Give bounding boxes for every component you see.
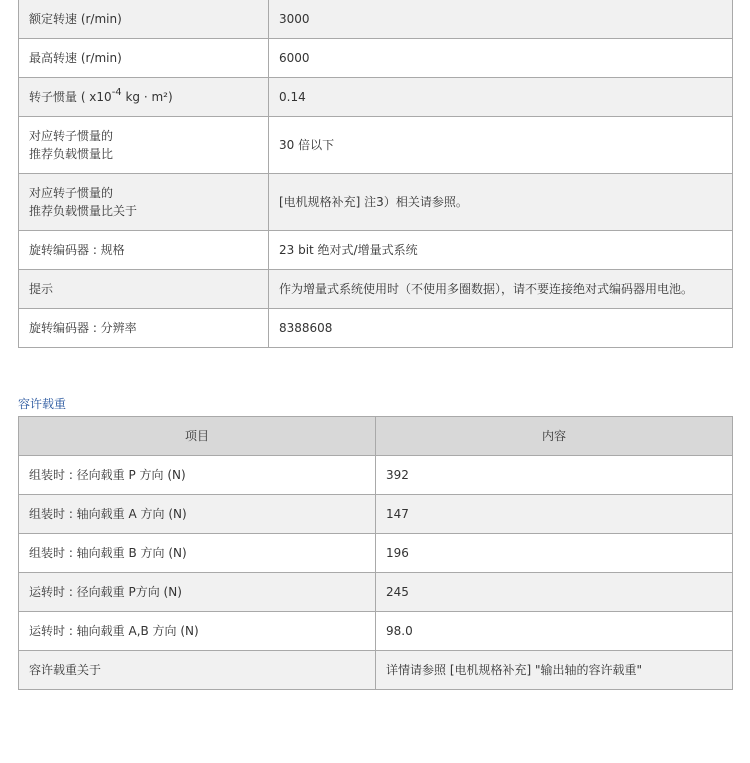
row-value: 23 bit 绝对式/增量式系统 xyxy=(269,231,733,270)
row-value: 30 倍以下 xyxy=(269,117,733,174)
row-value: 98.0 xyxy=(376,612,733,651)
row-value: 8388608 xyxy=(269,309,733,348)
row-label xyxy=(19,174,269,231)
row-value: 245 xyxy=(376,573,733,612)
row-value: [电机规格补充] 注3）相关请参照。 xyxy=(269,174,733,231)
row-label xyxy=(19,78,269,117)
row-value: 147 xyxy=(376,495,733,534)
section-title-allowable-load: 容许载重 xyxy=(18,397,67,411)
header-item: 项目 xyxy=(19,417,376,456)
row-value: 6000 xyxy=(269,39,733,78)
row-value: 作为增量式系统使用时（不使用多圈数据），请不要连接绝对式编码器用电池。 xyxy=(269,270,733,309)
table-row xyxy=(19,117,733,174)
row-label: 运转时 : 轴向载重 A,B 方向 (N) xyxy=(19,612,376,651)
row-label: 旋转编码器 : 规格 xyxy=(19,231,269,270)
row-value: 196 xyxy=(376,534,733,573)
label-line1: 对应转子惯量的 xyxy=(29,186,114,200)
row-value: 0.14 xyxy=(269,78,733,117)
table-row xyxy=(19,0,733,39)
row-label: 组装时 : 轴向载重 A 方向 (N) xyxy=(19,495,376,534)
label-post: kg · m²) xyxy=(121,90,173,104)
row-value: 392 xyxy=(376,456,733,495)
table-row xyxy=(19,495,733,534)
label-exponent: -4 xyxy=(111,87,122,98)
row-label: 运转时 : 径向载重 P方向 (N) xyxy=(19,573,376,612)
table-row xyxy=(19,270,733,309)
table-row xyxy=(19,39,733,78)
row-label: 组装时 : 轴向载重 B 方向 (N) xyxy=(19,534,376,573)
row-value: 3000 xyxy=(269,0,733,39)
row-label xyxy=(19,117,269,174)
row-value: 详情请参照 [电机规格补充] "输出轴的容许载重" xyxy=(376,651,733,690)
table-row xyxy=(19,231,733,270)
row-label: 旋转编码器 : 分辨率 xyxy=(19,309,269,348)
table-row xyxy=(19,456,733,495)
motor-spec-table xyxy=(18,0,733,348)
table-row xyxy=(19,573,733,612)
table-row xyxy=(19,534,733,573)
table-row xyxy=(19,174,733,231)
row-label: 组装时 : 径向载重 P 方向 (N) xyxy=(19,456,376,495)
header-content: 内容 xyxy=(376,417,733,456)
label-pre: 转子惯量 ( x10 xyxy=(29,90,112,104)
table-row xyxy=(19,612,733,651)
row-label: 额定转速 (r/min) xyxy=(19,0,269,39)
table-row xyxy=(19,78,733,117)
row-label: 提示 xyxy=(19,270,269,309)
label-line1: 对应转子惯量的 xyxy=(29,129,114,143)
label-line2: 推荐负载惯量比关于 xyxy=(29,204,138,218)
row-label: 最高转速 (r/min) xyxy=(19,39,269,78)
allowable-load-table xyxy=(18,416,733,690)
table-header-row xyxy=(19,417,733,456)
table-row xyxy=(19,309,733,348)
table-row xyxy=(19,651,733,690)
row-label: 容许载重关于 xyxy=(19,651,376,690)
label-line2: 推荐负载惯量比 xyxy=(29,147,114,161)
